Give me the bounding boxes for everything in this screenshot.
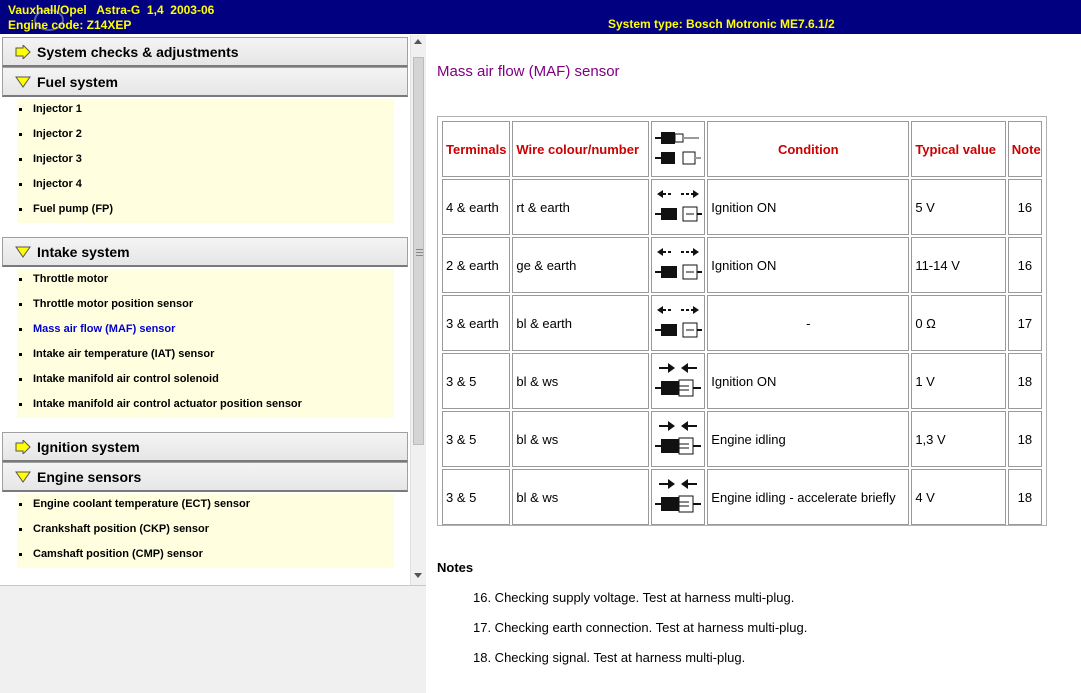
page-title: Mass air flow (MAF) sensor	[437, 63, 620, 80]
cell-value: 4 V	[911, 469, 1005, 525]
app-header	[0, 0, 1081, 34]
col-wire: Wire colour/number	[512, 121, 649, 177]
grip-line	[416, 249, 423, 250]
note-item: 17. Checking earth connection. Test at harness multi-plug.	[473, 620, 808, 635]
col-condition: Condition	[707, 121, 909, 177]
cell-connector	[651, 411, 705, 467]
left-panel	[0, 35, 426, 693]
arrow-right-icon	[15, 440, 31, 454]
cell-connector	[651, 179, 705, 235]
cell-value: 1 V	[911, 353, 1005, 409]
cell-wire: bl & ws	[512, 353, 649, 409]
cell-note: 18	[1008, 353, 1042, 409]
connector-connected-icon	[653, 474, 703, 518]
cell-condition: Ignition ON	[707, 237, 909, 293]
note-item: 16. Checking supply voltage. Test at harness multi-plug.	[473, 590, 795, 605]
content-panel	[427, 35, 1081, 693]
col-note: Note	[1008, 121, 1042, 177]
cell-note: 18	[1008, 411, 1042, 467]
section-ignition-system[interactable]	[2, 432, 408, 462]
cell-wire: bl & earth	[512, 295, 649, 351]
connector-header-icon	[653, 126, 703, 170]
notes-heading: Notes	[437, 560, 474, 575]
col-connector	[651, 121, 705, 177]
scroll-thumb[interactable]	[413, 57, 424, 445]
cell-note: 18	[1008, 469, 1042, 525]
bullet-icon	[19, 503, 22, 506]
col-value: Typical value	[911, 121, 1005, 177]
cell-note: 17	[1008, 295, 1042, 351]
cell-terminals: 3 & 5	[442, 411, 510, 467]
bullet-icon	[19, 378, 22, 381]
bullet-icon	[19, 528, 22, 531]
engine-code: Engine code: Z14XEP	[8, 18, 132, 32]
cell-condition: Ignition ON	[707, 179, 909, 235]
grip-line	[416, 255, 423, 256]
cell-wire: ge & earth	[512, 237, 649, 293]
arrow-down-icon	[15, 75, 31, 89]
table-row	[442, 353, 1042, 409]
cell-connector	[651, 295, 705, 351]
sidebar-scrollbar[interactable]	[410, 35, 426, 585]
bullet-icon	[19, 403, 22, 406]
arrow-down-icon	[15, 470, 31, 484]
cell-condition: Ignition ON	[707, 353, 909, 409]
section-fuel-system[interactable]	[2, 67, 408, 97]
cell-condition: Engine idling - accelerate briefly	[707, 469, 909, 525]
scroll-up-icon[interactable]	[414, 39, 422, 44]
cell-value: 1,3 V	[911, 411, 1005, 467]
bullet-icon	[19, 208, 22, 211]
section-system-checks[interactable]	[2, 37, 408, 67]
intake-system-list: Throttle motor Throttle motor position sensor Mass air flow (MAF) sensor Intake air temperature (IAT) sensor Intake manifold air control solenoid Intake manifold air control actuator position sensor	[17, 269, 394, 418]
table-header-row	[442, 121, 1042, 177]
bullet-icon	[19, 158, 22, 161]
bullet-icon	[19, 303, 22, 306]
bullet-icon	[19, 278, 22, 281]
connector-disconnected-icon	[653, 184, 703, 228]
cell-connector	[651, 353, 705, 409]
connector-connected-icon	[653, 358, 703, 402]
cell-note: 16	[1008, 237, 1042, 293]
table-row	[442, 411, 1042, 467]
cell-note: 16	[1008, 179, 1042, 235]
cell-wire: rt & earth	[512, 179, 649, 235]
cell-connector	[651, 469, 705, 525]
cell-wire: bl & ws	[512, 411, 649, 467]
note-item: 18. Checking signal. Test at harness multi-plug.	[473, 650, 746, 665]
test-table	[437, 116, 1047, 526]
cell-condition: Engine idling	[707, 411, 909, 467]
section-engine-sensors[interactable]	[2, 462, 408, 492]
cell-value: 5 V	[911, 179, 1005, 235]
vehicle-title: Vauxhall/Opel Astra-G 1,4 2003-06	[8, 3, 215, 17]
table-row	[442, 295, 1042, 351]
connector-disconnected-icon	[653, 300, 703, 344]
table-row	[442, 469, 1042, 525]
cell-wire: bl & ws	[512, 469, 649, 525]
section-label: System checks & adjustments	[37, 44, 239, 60]
col-terminals: Terminals	[442, 121, 510, 177]
cell-connector	[651, 237, 705, 293]
table-row	[442, 237, 1042, 293]
cell-terminals: 4 & earth	[442, 179, 510, 235]
cell-terminals: 3 & 5	[442, 469, 510, 525]
fuel-system-list: Injector 1 Injector 2 Injector 3 Injector 4 Fuel pump (FP)	[17, 99, 394, 223]
grip-line	[416, 252, 423, 253]
section-intake-system[interactable]	[2, 237, 408, 267]
bullet-icon	[19, 133, 22, 136]
section-label: Fuel system	[37, 74, 118, 90]
table-row	[442, 179, 1042, 235]
cell-value: 0 Ω	[911, 295, 1005, 351]
bullet-icon	[19, 328, 22, 331]
component-tree	[0, 35, 410, 585]
scroll-down-icon[interactable]	[414, 573, 422, 578]
bullet-icon	[19, 553, 22, 556]
connector-disconnected-icon	[653, 242, 703, 286]
cell-terminals: 3 & earth	[442, 295, 510, 351]
cell-condition: -	[707, 295, 909, 351]
arrow-right-icon	[15, 45, 31, 59]
section-label: Intake system	[37, 244, 130, 260]
engine-sensors-list: Engine coolant temperature (ECT) sensor Crankshaft position (CKP) sensor Camshaft position (CMP) sensor	[17, 494, 394, 568]
cell-terminals: 2 & earth	[442, 237, 510, 293]
cell-terminals: 3 & 5	[442, 353, 510, 409]
left-panel-footer	[0, 585, 426, 693]
section-label: Ignition system	[37, 439, 140, 455]
arrow-down-icon	[15, 245, 31, 259]
bullet-icon	[19, 353, 22, 356]
cell-value: 11-14 V	[911, 237, 1005, 293]
bullet-icon	[19, 183, 22, 186]
system-type: System type: Bosch Motronic ME7.6.1/2	[608, 17, 835, 31]
bullet-icon	[19, 108, 22, 111]
section-label: Engine sensors	[37, 469, 142, 485]
connector-connected-icon	[653, 416, 703, 460]
